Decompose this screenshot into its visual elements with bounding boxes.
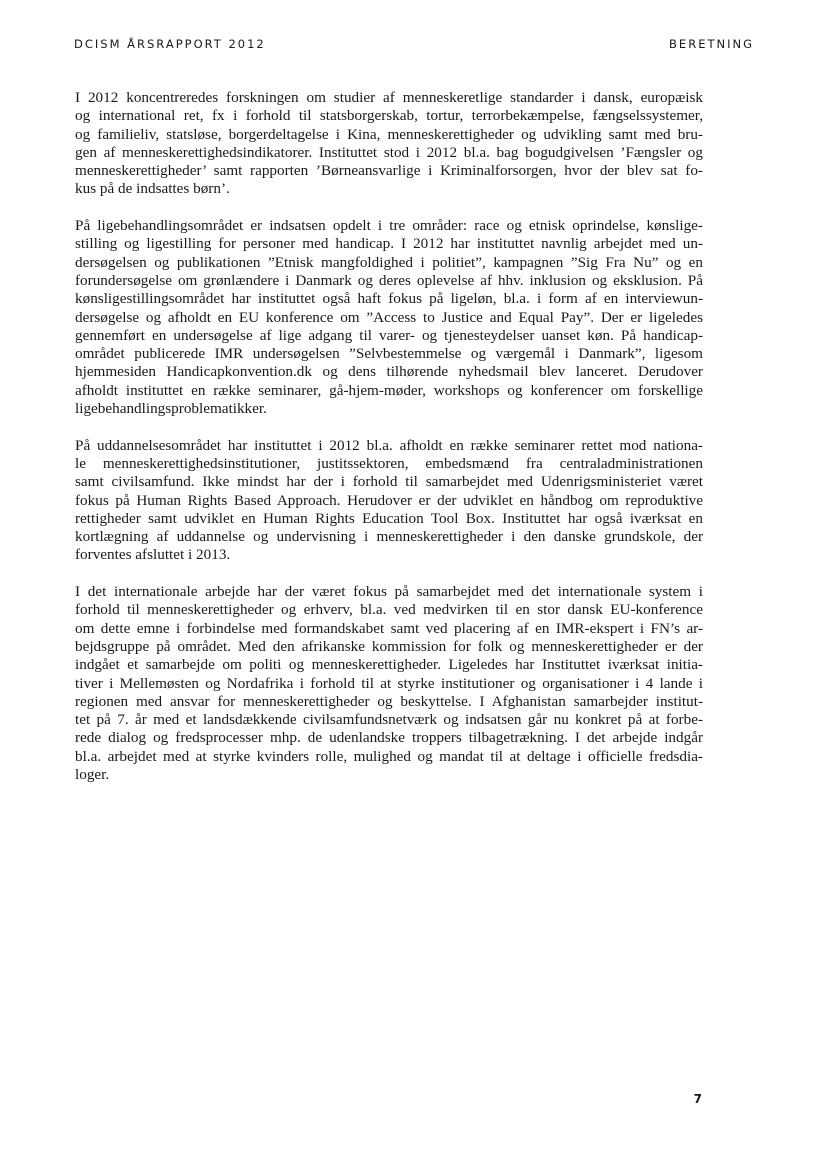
text-line: rettigheder samt udviklet en Human Rights Education Tool Box. Instituttet har også iværksat en bbox=[75, 509, 703, 527]
text-line: samt civilsamfund. Ikke mindst har der i forhold til samarbejdet med Udenrigsministeriet været bbox=[75, 473, 703, 491]
text-line: kus på de indsattes børn’. bbox=[75, 180, 230, 198]
text-line: om dette emne i forbindelse med formandskabet samt ved placering af en IMR-ekspert i FN’s ar- bbox=[75, 619, 703, 637]
text-line: gennemført en undersøgelse af lige adgang til varer- og tjenesteydelser uanset køn. På handicap- bbox=[75, 326, 703, 344]
text-line: og international ret, fx i forhold til statsborgerskab, tortur, terrorbekæmpelse, fængselssystemer, bbox=[75, 107, 703, 125]
paragraph bbox=[75, 437, 703, 565]
text-line: På ligebehandlingsområdet er indsatsen opdelt i tre områder: race og etnisk oprindelse, kønslige- bbox=[75, 217, 703, 235]
text-line: regionen med ansvar for menneskerettigheder og beskyttelse. I Afghanistan samarbejder institut- bbox=[75, 692, 703, 710]
body-text bbox=[75, 89, 703, 803]
text-line: området publicerede IMR undersøgelsen ”Selvbestemmelse og værgemål i Danmark”, ligesom bbox=[75, 345, 703, 363]
paragraph bbox=[75, 583, 703, 784]
text-line: rede dialog og fredsprocesser mhp. de udenlandske troppers tilbagetrækning. I det arbejde indgår bbox=[75, 729, 703, 747]
text-line: kortlægning af uddannelse og undervisning i menneskerettigheder i den danske grundskole, der bbox=[75, 528, 703, 546]
text-line: forhold til menneskerettigheder og erhverv, bl.a. ved medvirken til en stor dansk EU-konference bbox=[75, 601, 703, 619]
text-line: og familieliv, statsløse, borgerdeltagelse i Kina, menneskerettigheder og udvikling samt med bru- bbox=[75, 125, 703, 143]
text-line: dersøgelsen og publikationen ”Etnisk mangfoldighed i politiet”, kampagnen ”Sig Fra Nu” og en bbox=[75, 253, 703, 271]
running-header bbox=[74, 37, 754, 53]
text-line: fokus på Human Rights Based Approach. Herudover er der udviklet en håndbog om reproduktive bbox=[75, 491, 703, 509]
page-number: 7 bbox=[693, 1092, 702, 1106]
text-line: I 2012 koncentreredes forskningen om studier af menneskeretlige standarder i dansk, europæisk bbox=[75, 89, 703, 106]
text-line: tet på 7. år med et landsdækkende civilsamfundsnetværk og indsatsen går nu konkret på at forbe- bbox=[75, 711, 703, 729]
text-line: gen af menneskerettighedsindikatorer. Instituttet stod i 2012 bl.a. bag bogudgivelsen ’Fængsler og bbox=[75, 143, 703, 161]
text-line: menneskerettigheder’ samt rapporten ’Børneansvarlige i Kriminalforsorgen, hvor der blev sat fo- bbox=[75, 162, 703, 180]
text-line: afholdt instituttet en række seminarer, gå-hjem-møder, workshops og konferencer om forskellige bbox=[75, 381, 703, 399]
header-section-title: BERETNING bbox=[669, 37, 754, 51]
text-line: kønsligestillingsområdet har instituttet også haft fokus på ligeløn, bl.a. i form af en interviewun- bbox=[75, 290, 703, 308]
text-line: stilling og ligestilling for personer med handicap. I 2012 har instituttet navnlig arbejdet med un- bbox=[75, 235, 703, 253]
text-line: ligebehandlingsproblematikker. bbox=[75, 400, 267, 418]
text-line: dersøgelse og afholdt en EU konference om ”Access to Justice and Equal Pay”. Der er ligeledes bbox=[75, 308, 703, 326]
text-line: hjemmesiden Handicapkonvention.dk og dens tilhørende nyhedsmail blev lanceret. Derudover bbox=[75, 363, 703, 381]
text-line: tiver i Mellemøsten og Nordafrika i forhold til at styrke institutioner og organisationer i 4 lande i bbox=[75, 674, 703, 692]
text-line: På uddannelsesområdet har instituttet i 2012 bl.a. afholdt en række seminarer rettet mod nationa- bbox=[75, 436, 703, 454]
header-report-title: DCISM ÅRSRAPPORT 2012 bbox=[74, 37, 266, 51]
text-line: bejdsgruppe på området. Med den afrikanske kommission for folk og menneskerettigheder er der bbox=[75, 637, 703, 655]
text-line: forundersøgelse om grønlændere i Danmark og deres oplevelse af hhv. inklusion og eksklusion. På bbox=[75, 271, 703, 289]
paragraph bbox=[75, 89, 703, 199]
text-line: indgået et samarbejde om politi og menneskerettigheder. Ligeledes har Instituttet iværksat initia- bbox=[75, 656, 703, 674]
text-line: le menneskerettighedsinstitutioner, justitssektoren, embedsmænd fra centraladministrationen bbox=[75, 454, 703, 472]
text-line: loger. bbox=[75, 765, 110, 783]
text-line: bl.a. arbejdet med at styrke kvinders rolle, mulighed og mandat til at deltage i officielle fredsdia- bbox=[75, 747, 703, 765]
paragraph bbox=[75, 217, 703, 418]
text-line: I det internationale arbejde har der været fokus på samarbejdet med det internationale system i bbox=[75, 583, 703, 601]
text-line: forventes afsluttet i 2013. bbox=[75, 546, 231, 564]
